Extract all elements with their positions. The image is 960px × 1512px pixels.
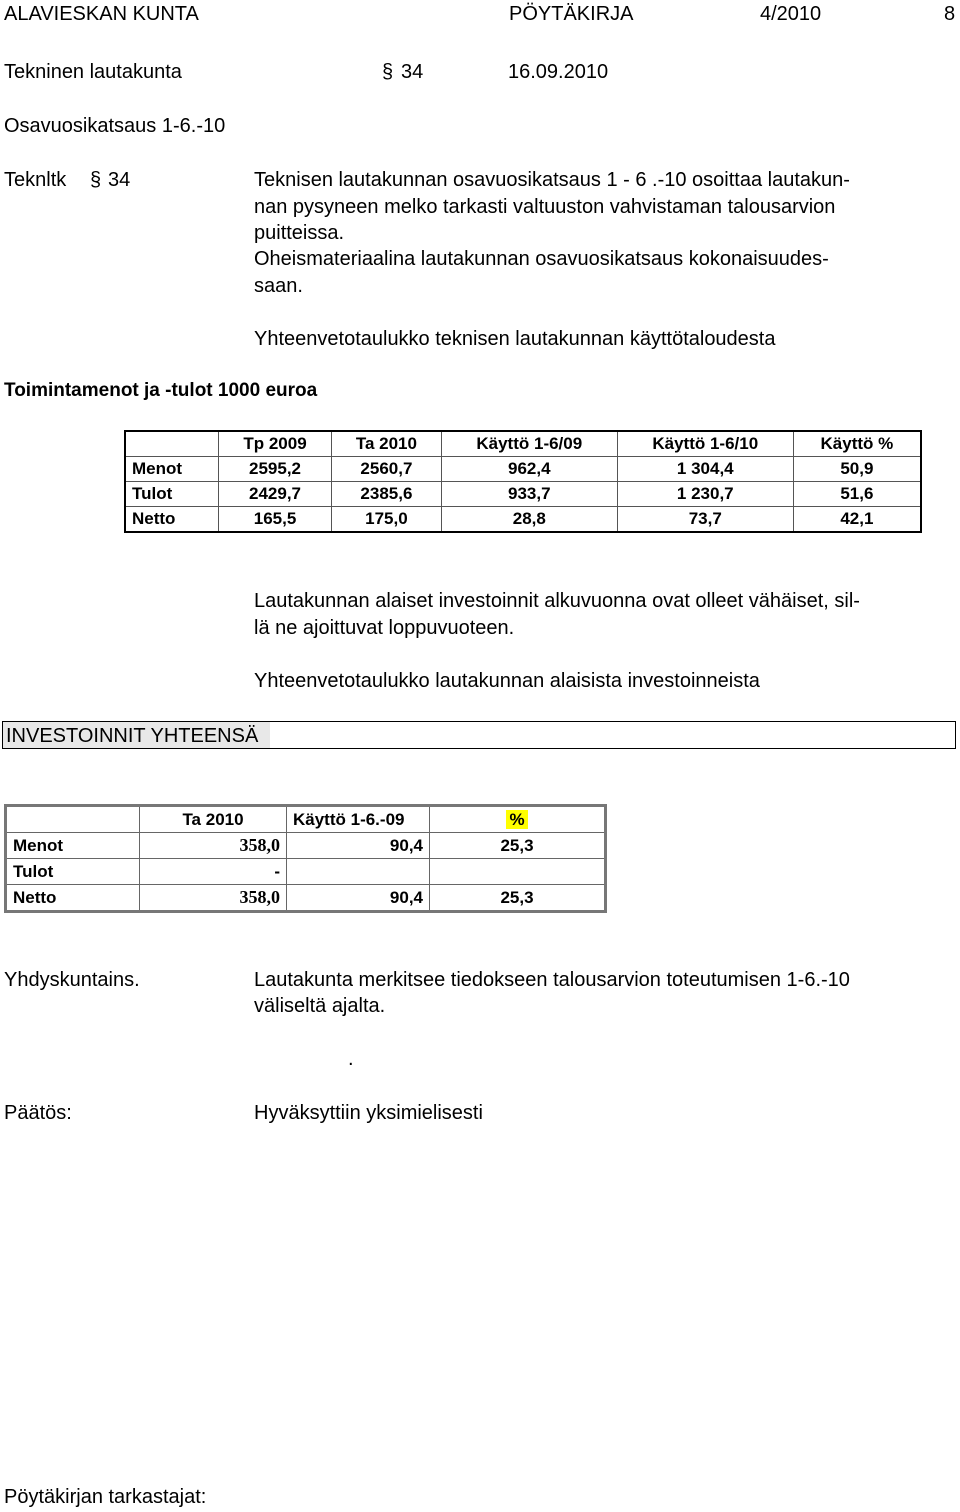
table-cell: 50,9 xyxy=(793,457,921,482)
document-number: 4/2010 xyxy=(760,3,822,25)
table-cell: 90,4 xyxy=(287,885,430,912)
table-cell: 962,4 xyxy=(441,457,617,482)
table-row xyxy=(6,833,606,859)
meeting-date: 16.09.2010 xyxy=(508,61,609,83)
investments-total-label: INVESTOINNIT YHTEENSÄ xyxy=(3,722,270,748)
minutes-checkers-label: Pöytäkirjan tarkastajat: xyxy=(4,1486,207,1508)
table-cell: 2385,6 xyxy=(332,482,442,507)
row-label: Tulot xyxy=(6,859,140,885)
row-label: Menot xyxy=(6,833,140,859)
table-cell: 358,0 xyxy=(140,833,287,859)
table-cell xyxy=(287,859,430,885)
table-cell: 73,7 xyxy=(617,507,793,533)
table-cell: 175,0 xyxy=(332,507,442,533)
document-type: PÖYTÄKIRJA xyxy=(509,3,634,25)
table-cell: 1 230,7 xyxy=(617,482,793,507)
item-text-line: Oheismateriaalina lautakunnan osavuosikatsaus kokonaisuudes- xyxy=(254,248,829,270)
proposal-text-line: Lautakunta merkitsee tiedokseen talousarvion toteutumisen 1-6.-10 xyxy=(254,969,850,991)
table-cell: 42,1 xyxy=(793,507,921,533)
section-number: 34 xyxy=(401,61,424,83)
column-header: Käyttö 1-6/10 xyxy=(617,431,793,457)
table-cell: 933,7 xyxy=(441,482,617,507)
investments-table xyxy=(4,804,607,913)
operating-summary-table xyxy=(124,430,922,533)
row-label: Netto xyxy=(6,885,140,912)
column-header: Käyttö 1-6.-09 xyxy=(287,806,430,833)
table-cell: 2595,2 xyxy=(219,457,332,482)
section-sign-icon: § xyxy=(382,61,394,83)
investments-total-bar xyxy=(2,721,956,749)
row-label: Tulot xyxy=(125,482,219,507)
item-number: 34 xyxy=(108,169,131,191)
table-cell: 90,4 xyxy=(287,833,430,859)
table-cell: 51,6 xyxy=(793,482,921,507)
table-cell: 165,5 xyxy=(219,507,332,533)
item-reference: Teknltk xyxy=(4,169,67,191)
column-header: Ta 2010 xyxy=(140,806,287,833)
column-header xyxy=(6,806,140,833)
table-header-row xyxy=(125,431,921,457)
table-row xyxy=(125,457,921,482)
table-header-row xyxy=(6,806,606,833)
table-row xyxy=(125,482,921,507)
section-sign-icon: § xyxy=(90,169,102,191)
investments-intro-line: Lautakunnan alaiset investoinnit alkuvuonna ovat olleet vähäiset, sil- xyxy=(254,590,860,612)
table-row xyxy=(125,507,921,533)
column-header: Tp 2009 xyxy=(219,431,332,457)
table-cell xyxy=(430,859,606,885)
table-cell: 1 304,4 xyxy=(617,457,793,482)
topic-title: Osavuosikatsaus 1-6.-10 xyxy=(4,115,226,137)
investments-intro-line: lä ne ajoittuvat loppuvuoteen. xyxy=(254,617,515,639)
row-label: Menot xyxy=(125,457,219,482)
column-header: Käyttö % xyxy=(793,431,921,457)
proposal-label: Yhdyskuntains. xyxy=(4,969,140,991)
page-number: 8 xyxy=(944,3,956,25)
table-cell: 28,8 xyxy=(441,507,617,533)
table-cell: 25,3 xyxy=(430,885,606,912)
item-text-line: saan. xyxy=(254,275,303,297)
item-text-line: puitteissa. xyxy=(254,222,345,244)
operating-table-heading: Yhteenvetotaulukko teknisen lautakunnan käyttötaloudesta xyxy=(254,328,776,350)
column-header: Käyttö 1-6/09 xyxy=(441,431,617,457)
table-cell: 2560,7 xyxy=(332,457,442,482)
percent-header-highlight: % xyxy=(506,810,527,829)
column-header xyxy=(125,431,219,457)
table-cell: - xyxy=(140,859,287,885)
table-cell: 25,3 xyxy=(430,833,606,859)
decision-label: Päätös: xyxy=(4,1102,72,1124)
column-header: Ta 2010 xyxy=(332,431,442,457)
decision-text: Hyväksyttiin yksimielisesti xyxy=(254,1102,483,1124)
table-row xyxy=(6,885,606,912)
row-label: Netto xyxy=(125,507,219,533)
organization-name: ALAVIESKAN KUNTA xyxy=(4,3,199,25)
stray-dot: . xyxy=(348,1048,354,1070)
investments-table-heading: Yhteenvetotaulukko lautakunnan alaisista investoinneista xyxy=(254,670,760,692)
table-cell: 358,0 xyxy=(140,885,287,912)
proposal-text-line: väliseltä ajalta. xyxy=(254,995,386,1017)
column-header xyxy=(430,806,606,833)
table-row xyxy=(6,859,606,885)
item-text-line: nan pysyneen melko tarkasti valtuuston vahvistaman talousarvion xyxy=(254,196,836,218)
item-text-line: Teknisen lautakunnan osavuosikatsaus 1 - 6 .-10 osoittaa lautakun- xyxy=(254,169,850,191)
meeting-body: Tekninen lautakunta xyxy=(4,61,182,83)
table-cell: 2429,7 xyxy=(219,482,332,507)
operating-side-label: Toimintamenot ja -tulot 1000 euroa xyxy=(4,380,318,401)
